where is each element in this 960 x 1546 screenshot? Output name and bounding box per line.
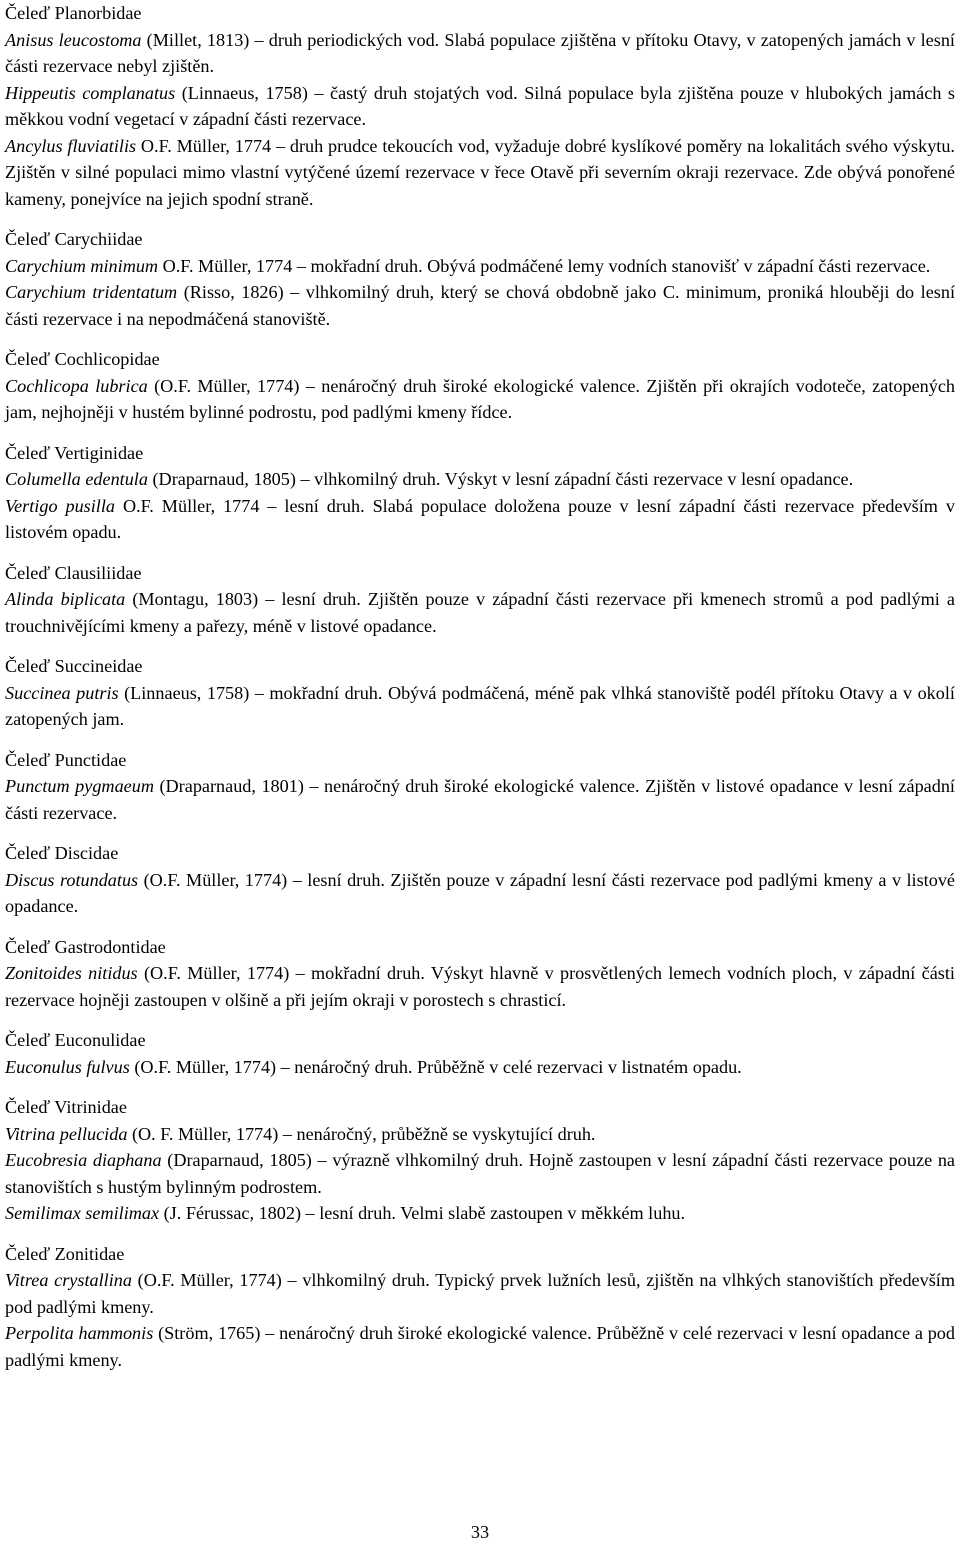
species-name: Perpolita hammonis (5, 1323, 154, 1343)
species-entry (5, 279, 955, 332)
species-entry (5, 27, 955, 80)
species-entry (5, 493, 955, 546)
species-name: Succinea putris (5, 682, 119, 703)
species-name: Zonitoides nitidus (5, 963, 138, 983)
species-entry (5, 1121, 955, 1148)
species-description: (Draparnaud, 1805) – vlhkomilný druh. Výskyt v lesní západní části rezervace v lesní opadance. (147, 469, 854, 489)
family-title: Čeleď Zonitidae (5, 1243, 125, 1264)
family-title: Čeleď Planorbidae (5, 3, 142, 23)
species-entry (5, 253, 955, 280)
species-description: O.F. Müller, 1774 – druh prudce tekoucích vod, vyžaduje dobré kyslíkové poměry na lokalitách svého výskytu. Zjištěn v silné populaci mimo vlastní vytýčené území rezervace v řece Otavě při severním okraji rezervace. Zde obývá ponořené kameny, ponejvíce na jejich spodní straně. (5, 135, 955, 209)
species-description: (O. F. Müller, 1774) – nenáročný, průběžně se vyskytující druh. (127, 1123, 596, 1144)
species-entry (5, 586, 955, 639)
family-title: Čeleď Cochlicopidae (5, 349, 160, 369)
family-title: Čeleď Carychiidae (5, 229, 143, 249)
species-name: Discus rotundatus (5, 869, 139, 890)
species-name: Punctum pygmaeum (5, 776, 154, 796)
document-page (5, 0, 955, 1373)
species-name: Cochlicopa lubrica (5, 375, 148, 396)
species-description: (O.F. Müller, 1774) – nenáročný druh. Průběžně v celé rezervaci v listnatém opadu. (129, 1056, 742, 1077)
family-section (5, 0, 955, 212)
family-title: Čeleď Punctidae (5, 749, 127, 770)
species-description: (Draparnaud, 1805) – výrazně vlhkomilný druh. Hojně zastoupen v lesní západní části rezervace pouze na stanovištích s hustým bylinným podrostem. (5, 1150, 956, 1197)
species-name: Alinda biplicata (5, 589, 126, 609)
species-entry (5, 1320, 955, 1373)
section-gap (5, 1227, 955, 1241)
family-title: Čeleď Euconulidae (5, 1030, 146, 1050)
species-description: (J. Férussac, 1802) – lesní druh. Velmi slabě zastoupen v měkkém luhu. (159, 1203, 686, 1223)
family-section (5, 346, 955, 426)
family-section (5, 1094, 955, 1227)
species-entry (5, 1054, 955, 1081)
species-name: Hippeutis complanatus (5, 82, 176, 103)
family-section (5, 440, 955, 546)
family-title: Čeleď Gastrodontidae (5, 936, 166, 957)
family-title: Čeleď Vitrinidae (5, 1097, 127, 1117)
species-entry (5, 80, 955, 133)
species-name: Columella edentula (5, 469, 148, 489)
species-name: Ancylus fluviatilis (5, 135, 137, 156)
species-entry (5, 133, 955, 213)
family-section (5, 934, 955, 1014)
species-name: Carychium tridentatum (5, 282, 178, 302)
section-gap (5, 1013, 955, 1027)
species-entry (5, 867, 955, 920)
species-description: (Linnaeus, 1758) – mokřadní druh. Obývá podmáčená, méně pak vlhká stanoviště podél přítoku Otavy a v okolí zatopených jam. (5, 682, 955, 729)
section-gap (5, 212, 955, 226)
species-name: Carychium minimum (5, 255, 159, 276)
species-description: (O.F. Müller, 1774) – mokřadní druh. Výskyt hlavně v prosvětlených lemech vodních ploch, v západní části rezervace hojněji zastoupen v olšině a při jejím okraji v porostech s chrasticí. (5, 963, 955, 1010)
species-entry (5, 773, 955, 826)
species-description: O.F. Müller, 1774 – lesní druh. Slabá populace doložena pouze v lesní západní části rezervace především v listovém opadu. (5, 495, 955, 542)
section-gap (5, 1080, 955, 1094)
family-section (5, 653, 955, 733)
family-title: Čeleď Succineidae (5, 656, 143, 676)
species-entry (5, 960, 955, 1013)
section-gap (5, 332, 955, 346)
species-entry (5, 1200, 955, 1227)
species-description: (Draparnaud, 1801) – nenáročný druh široké ekologické valence. Zjištěn v listové opadance v lesní západní části rezervace. (5, 776, 955, 823)
species-entry (5, 1147, 955, 1200)
species-description: (O.F. Müller, 1774) – nenáročný druh široké ekologické valence. Zjištěn při okrajích vodoteče, zatopených jam, nejhojněji v hustém bylinné podrostu, pod padlými kmeny řídce. (5, 375, 955, 422)
section-gap (5, 826, 955, 840)
species-description: (Montagu, 1803) – lesní druh. Zjištěn pouze v západní části rezervace při kmenech stromů a pod padlými a trouchnivějícími kmeny a pařezy, méně v listové opadance. (5, 589, 955, 636)
family-title: Čeleď Clausiliidae (5, 562, 142, 583)
section-gap (5, 426, 955, 440)
species-description: (O.F. Müller, 1774) – vlhkomilný druh. Typický prvek lužních lesů, zjištěn na vlhkých stanovištích především pod padlými kmeny. (5, 1270, 955, 1317)
species-name: Eucobresia diaphana (5, 1150, 162, 1170)
species-name: Vitrina pellucida (5, 1123, 128, 1144)
species-name: Anisus leucostoma (5, 29, 142, 50)
species-name: Vertigo pusilla (5, 495, 116, 516)
family-section (5, 560, 955, 640)
species-entry (5, 680, 955, 733)
family-section (5, 1027, 955, 1080)
family-section (5, 1241, 955, 1374)
species-description: O.F. Müller, 1774 – mokřadní druh. Obývá podmáčené lemy vodních stanovišť v západní části rezervace. (158, 255, 931, 276)
species-entry (5, 373, 955, 426)
species-name: Euconulus fulvus (5, 1056, 130, 1077)
family-section (5, 226, 955, 332)
species-description: (Millet, 1813) – druh periodických vod. Slabá populace zjištěna v přítoku Otavy, v zatopených jamách v lesní části rezervace nebyl zjištěn. (5, 29, 955, 76)
section-gap (5, 546, 955, 560)
section-gap (5, 920, 955, 934)
species-description: (Risso, 1826) – vlhkomilný druh, který se chová obdobně jako C. minimum, proniká hlouběji do lesní části rezervace i na nepodmáčená stanoviště. (5, 282, 955, 329)
species-entry (5, 1267, 955, 1320)
species-description: (Linnaeus, 1758) – častý druh stojatých vod. Silná populace byla zjištěna pouze v hlubokých jamách s měkkou vodní vegetací v západní části rezervace. (5, 82, 955, 129)
species-name: Semilimax semilimax (5, 1203, 160, 1223)
species-name: Vitrea crystallina (5, 1270, 132, 1290)
family-title: Čeleď Vertiginidae (5, 442, 144, 463)
species-description: (O.F. Müller, 1774) – lesní druh. Zjištěn pouze v západní lesní části rezervace pod padlými kmeny a v listové opadance. (5, 869, 955, 916)
family-section (5, 840, 955, 920)
section-gap (5, 639, 955, 653)
section-gap (5, 733, 955, 747)
family-section (5, 747, 955, 827)
species-description: (Ström, 1765) – nenáročný druh široké ekologické valence. Průběžně v celé rezervaci v lesní opadance a pod padlými kmeny. (5, 1323, 955, 1370)
family-title: Čeleď Discidae (5, 843, 119, 863)
page-number: 33 (470, 1522, 490, 1542)
species-entry (5, 466, 955, 493)
